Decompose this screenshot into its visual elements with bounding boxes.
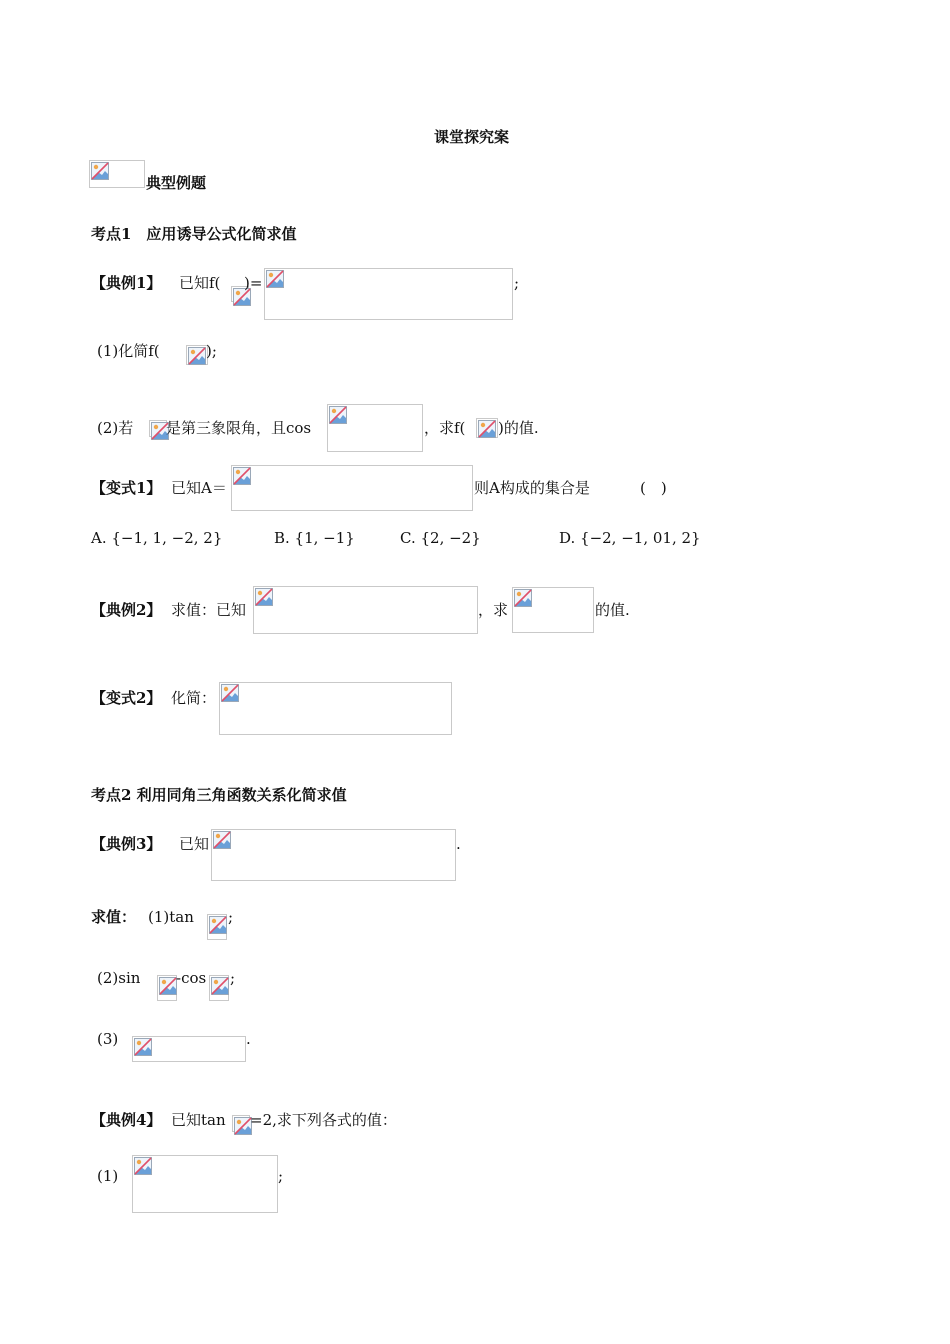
ex3-q2-mid: -cos [176, 969, 207, 987]
ex1-q2-alpha-image [149, 420, 167, 437]
var1-intro: 已知A＝ [171, 479, 227, 497]
broken-image-icon [159, 977, 177, 995]
var1-mid: 则A构成的集合是 [474, 479, 590, 497]
ex3-q3-suffix: . [246, 1030, 251, 1048]
broken-image-icon [514, 589, 532, 607]
ex3-ask: 求值： [91, 908, 137, 926]
ex2-given-image [253, 586, 478, 634]
page-title: 课堂探究案 [434, 128, 510, 146]
ex1-q2-f-image [476, 418, 498, 438]
broken-image-icon [91, 162, 109, 180]
ex3-label: 【典例3】 [91, 835, 162, 853]
var1-formula-image [231, 465, 473, 511]
ex1-q1-prefix: (1)化简f( [97, 342, 160, 360]
broken-image-icon [188, 347, 206, 365]
ex1-end: ; [514, 274, 520, 292]
ex4-suffix: =2,求下列各式的值： [250, 1111, 397, 1129]
broken-image-icon [233, 467, 251, 485]
broken-image-icon [134, 1157, 152, 1175]
ex4-q1-suffix: ; [278, 1167, 284, 1185]
ex3-q1-image [207, 914, 227, 940]
topic2-heading: 考点2 利用同角三角函数关系化简求值 [91, 786, 347, 804]
ex2-suffix: 的值. [595, 601, 630, 619]
broken-image-icon [266, 270, 284, 288]
ex1-label: 【典例1】 [91, 274, 162, 292]
ex2-mid: ，求 [478, 601, 509, 619]
ex1-q2-mid2: ，求f( [424, 419, 466, 437]
ex2-target-image [512, 587, 594, 633]
ex3-formula-image [211, 829, 456, 881]
ex1-q1-suffix: ); [206, 342, 217, 360]
ex1-q2-mid1: 是第三象限角，且cos [166, 419, 312, 437]
ex3-q2-prefix: (2)sin [97, 969, 141, 987]
ex3-intro: 已知 [179, 835, 210, 853]
var1-label: 【变式1】 [91, 479, 162, 497]
ex3-q1-suffix: ; [228, 908, 234, 926]
section-examples-heading: 典型例题 [146, 174, 207, 192]
var1-paren: ( ) [640, 479, 667, 497]
var2-formula-image [219, 682, 452, 735]
ex1-q2-cos-image [327, 404, 423, 452]
ex1-q2-suffix: )的值. [498, 419, 539, 437]
choice-b: B. {1, −1} [274, 529, 355, 547]
choice-c: C. {2, −2} [400, 529, 481, 547]
ex4-alpha-image [232, 1115, 250, 1132]
broken-image-icon [213, 831, 231, 849]
ex4-q1-prefix: (1) [97, 1167, 119, 1185]
var2-intro: 化简： [171, 689, 217, 707]
ex3-q2-suffix: ; [230, 969, 236, 987]
broken-image-icon [209, 916, 227, 934]
broken-image-icon [478, 420, 496, 438]
ex4-q1-image [132, 1155, 278, 1213]
ex3-q3-image [132, 1036, 246, 1062]
ex1-formula-image [264, 268, 513, 320]
choice-d: D. {−2, −1, 01, 2} [559, 529, 701, 547]
broken-image-icon [255, 588, 273, 606]
broken-image-icon [134, 1038, 152, 1056]
ex3-q3-prefix: (3) [97, 1030, 119, 1048]
broken-image-icon [221, 684, 239, 702]
ex4-intro: 已知tan [171, 1111, 226, 1129]
ex3-q2-cos-image [209, 975, 229, 1001]
broken-image-icon [211, 977, 229, 995]
ex3-q1-prefix: (1)tan [148, 908, 194, 926]
section-image [89, 160, 145, 188]
ex1-q1-image [186, 345, 208, 365]
ex3-q2-sin-image [157, 975, 177, 1001]
topic1-heading: 考点1 应用诱导公式化简求值 [91, 225, 297, 243]
ex3-end: . [456, 835, 461, 853]
broken-image-icon [329, 406, 347, 424]
ex1-mid: )= [244, 274, 263, 292]
choice-a: A. {−1, 1, −2, 2} [91, 529, 223, 547]
ex1-intro: 已知f( [179, 274, 221, 292]
ex1-q2-prefix: (2)若 [97, 419, 134, 437]
var2-label: 【变式2】 [91, 689, 162, 707]
ex2-intro: 求值：已知 [171, 601, 247, 619]
ex4-label: 【典例4】 [91, 1111, 162, 1129]
ex2-label: 【典例2】 [91, 601, 162, 619]
